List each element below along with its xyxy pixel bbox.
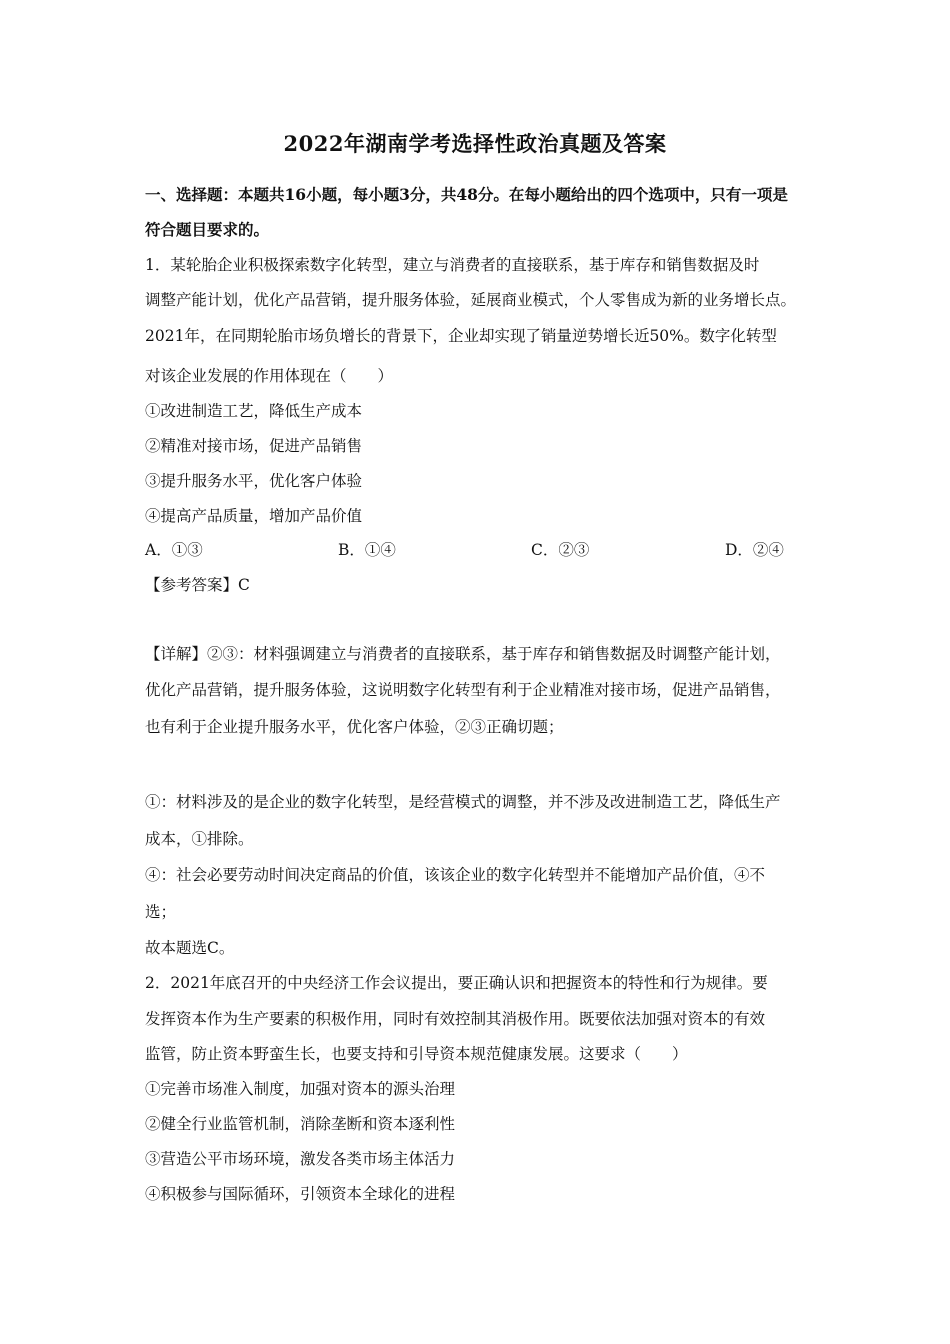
q1-explanation-line-3: 也有利于企业提升服务水平，优化客户体验，②③正确切题； — [145, 718, 564, 736]
section-header-line-2: 符合题目要求的。 — [145, 220, 270, 239]
q1-stem-line-3: 2021年，在同期轮胎市场负增长的背景下，企业却实现了销量逆势增长近50%。数字化转型 — [145, 327, 777, 345]
q1-explanation-line-1: 【详解】②③：材料强调建立与消费者的直接联系，基于库存和销售数据及时调整产能计划， — [145, 645, 781, 663]
q1-item-4: ④提高产品质量，增加产品价值 — [145, 507, 363, 525]
q2-item-4: ④积极参与国际循环，引领资本全球化的进程 — [145, 1185, 456, 1203]
q1-explanation-line-2: 优化产品营销，提升服务体验，这说明数字化转型有利于企业精准对接市场，促进产品销售， — [145, 681, 781, 699]
q1-item-2: ②精准对接市场，促进产品销售 — [145, 437, 363, 455]
document-title: 2022年湖南学考选择性政治真题及答案 — [283, 131, 667, 156]
q1-explanation2-line-4: 选； — [145, 903, 177, 921]
q1-item-1: ①改进制造工艺，降低生产成本 — [145, 402, 363, 420]
section-header-line-1: 一、选择题：本题共16小题，每小题3分，共48分。在每小题给出的四个选项中，只有一项是 — [145, 185, 788, 204]
q1-option-c: C．②③ — [531, 541, 590, 559]
q1-explanation2-line-2: 成本，①排除。 — [145, 830, 254, 848]
q1-explanation2-line-3: ④：社会必要劳动时间决定商品的价值，该该企业的数字化转型并不能增加产品价值，④不 — [145, 866, 766, 884]
q2-stem-line-2: 发挥资本作为生产要素的积极作用，同时有效控制其消极作用。既要依法加强对资本的有效 — [145, 1010, 766, 1028]
q1-stem-line-4: 对该企业发展的作用体现在（ ） — [145, 367, 394, 385]
q1-stem-line-1: 1．某轮胎企业积极探索数字化转型，建立与消费者的直接联系，基于库存和销售数据及时 — [145, 256, 760, 274]
q1-explanation2-line-5: 故本题选C。 — [145, 939, 235, 957]
q1-option-a: A．①③ — [145, 541, 203, 559]
q1-option-b: B．①④ — [338, 541, 396, 559]
q2-item-2: ②健全行业监管机制，消除垄断和资本逐利性 — [145, 1115, 456, 1133]
q1-option-d: D．②④ — [725, 541, 784, 559]
q2-item-1: ①完善市场准入制度，加强对资本的源头治理 — [145, 1080, 456, 1098]
q1-answer: 【参考答案】C — [145, 576, 250, 594]
q1-stem-line-2: 调整产能计划，优化产品营销，提升服务体验，延展商业模式，个人零售成为新的业务增长点。 — [145, 291, 797, 309]
q2-item-3: ③营造公平市场环境，激发各类市场主体活力 — [145, 1150, 456, 1168]
q2-stem-line-3: 监管，防止资本野蛮生长，也要支持和引导资本规范健康发展。这要求（ ） — [145, 1045, 688, 1063]
q1-item-3: ③提升服务水平，优化客户体验 — [145, 472, 363, 490]
q2-stem-line-1: 2．2021年底召开的中央经济工作会议提出，要正确认识和把握资本的特性和行为规律。要 — [145, 974, 768, 992]
q1-explanation2-line-1: ①：材料涉及的是企业的数字化转型，是经营模式的调整，并不涉及改进制造工艺，降低生产 — [145, 793, 781, 811]
